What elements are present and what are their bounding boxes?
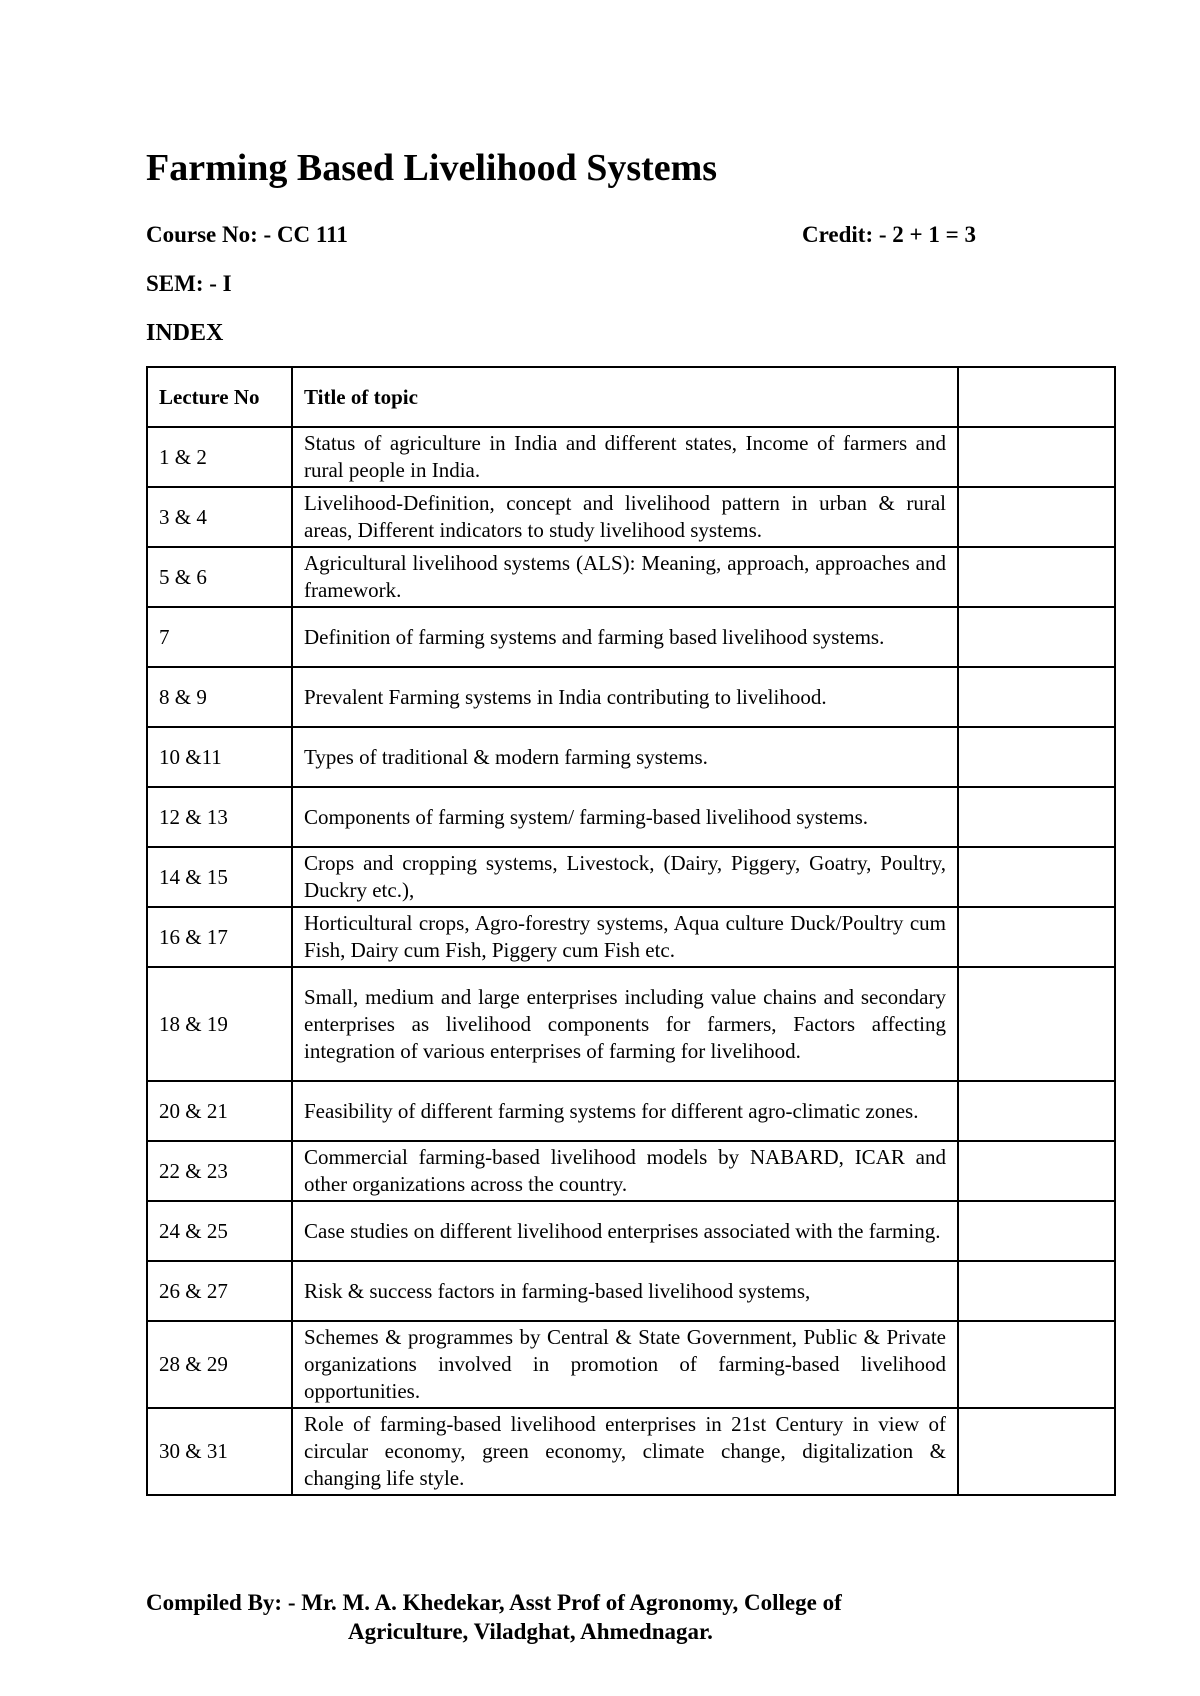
table-row (147, 847, 1115, 907)
table-row (147, 1141, 1115, 1201)
header-title-of-topic: Title of topic (292, 367, 958, 427)
topic-cell: Status of agriculture in India and different states, Income of farmers and rural people in India. (292, 427, 958, 487)
header-lecture-no: Lecture No (147, 367, 292, 427)
index-heading: INDEX (146, 320, 224, 346)
course-number: Course No: - CC 111 (146, 222, 348, 247)
topic-cell: Small, medium and large enterprises including value chains and secondary enterprises as livelihood components for farmers, Factors affecting integration of various enterprises of farming for livelihood. (292, 967, 958, 1081)
table-row (147, 607, 1115, 667)
lecture-no-cell: 28 & 29 (147, 1321, 292, 1408)
topic-cell: Risk & success factors in farming-based livelihood systems, (292, 1261, 958, 1321)
lecture-no-cell: 5 & 6 (147, 547, 292, 607)
blank-cell (958, 847, 1115, 907)
compiled-by-line-1: Compiled By: - Mr. M. A. Khedekar, Asst Prof of Agronomy, College of (146, 1590, 842, 1615)
blank-cell (958, 1261, 1115, 1321)
blank-cell (958, 427, 1115, 487)
table-row (147, 1081, 1115, 1141)
table-row (147, 1408, 1115, 1495)
topic-cell: Case studies on different livelihood enterprises associated with the farming. (292, 1201, 958, 1261)
table-row (147, 547, 1115, 607)
topic-cell: Livelihood-Definition, concept and livelihood pattern in urban & rural areas, Different indicators to study livelihood systems. (292, 487, 958, 547)
lecture-no-cell: 3 & 4 (147, 487, 292, 547)
topic-cell: Types of traditional & modern farming systems. (292, 727, 958, 787)
blank-cell (958, 607, 1115, 667)
lecture-no-cell: 16 & 17 (147, 907, 292, 967)
index-table (146, 366, 1116, 1496)
lecture-no-cell: 10 &11 (147, 727, 292, 787)
lecture-no-cell: 1 & 2 (147, 427, 292, 487)
topic-cell: Definition of farming systems and farming based livelihood systems. (292, 607, 958, 667)
lecture-no-cell: 14 & 15 (147, 847, 292, 907)
table-row (147, 967, 1115, 1081)
topic-cell: Components of farming system/ farming-based livelihood systems. (292, 787, 958, 847)
lecture-no-cell: 8 & 9 (147, 667, 292, 727)
blank-cell (958, 1081, 1115, 1141)
lecture-no-cell: 18 & 19 (147, 967, 292, 1081)
blank-cell (958, 967, 1115, 1081)
table-row (147, 907, 1115, 967)
blank-cell (958, 907, 1115, 967)
lecture-no-cell: 24 & 25 (147, 1201, 292, 1261)
blank-cell (958, 787, 1115, 847)
header-empty (958, 367, 1115, 427)
compiled-by-line-2: Agriculture, Viladghat, Ahmednagar. (348, 1619, 713, 1644)
table-row (147, 487, 1115, 547)
table-header-row (147, 367, 1115, 427)
topic-cell: Schemes & programmes by Central & State Government, Public & Private organizations involved in promotion of farming-based livelihood opportunities. (292, 1321, 958, 1408)
lecture-no-cell: 26 & 27 (147, 1261, 292, 1321)
blank-cell (958, 547, 1115, 607)
blank-cell (958, 727, 1115, 787)
blank-cell (958, 487, 1115, 547)
lecture-no-cell: 22 & 23 (147, 1141, 292, 1201)
topic-cell: Agricultural livelihood systems (ALS): Meaning, approach, approaches and framework. (292, 547, 958, 607)
semester: SEM: - I (146, 271, 232, 296)
page-title: Farming Based Livelihood Systems (146, 147, 718, 189)
table-row (147, 427, 1115, 487)
blank-cell (958, 1321, 1115, 1408)
table-row (147, 667, 1115, 727)
table-row (147, 1321, 1115, 1408)
table-row (147, 727, 1115, 787)
topic-cell: Crops and cropping systems, Livestock, (Dairy, Piggery, Goatry, Poultry, Duckry etc.), (292, 847, 958, 907)
lecture-no-cell: 7 (147, 607, 292, 667)
table-row (147, 1201, 1115, 1261)
course-credit: Credit: - 2 + 1 = 3 (802, 222, 976, 247)
topic-cell: Role of farming-based livelihood enterprises in 21st Century in view of circular economy, green economy, climate change, digitalization & changing life style. (292, 1408, 958, 1495)
blank-cell (958, 1141, 1115, 1201)
blank-cell (958, 667, 1115, 727)
topic-cell: Feasibility of different farming systems for different agro-climatic zones. (292, 1081, 958, 1141)
topic-cell: Horticultural crops, Agro-forestry systems, Aqua culture Duck/Poultry cum Fish, Dairy cum Fish, Piggery cum Fish etc. (292, 907, 958, 967)
lecture-no-cell: 20 & 21 (147, 1081, 292, 1141)
table-row (147, 787, 1115, 847)
lecture-no-cell: 30 & 31 (147, 1408, 292, 1495)
table-row (147, 1261, 1115, 1321)
lecture-no-cell: 12 & 13 (147, 787, 292, 847)
compiled-by (146, 1588, 976, 1646)
topic-cell: Commercial farming-based livelihood models by NABARD, ICAR and other organizations across the country. (292, 1141, 958, 1201)
topic-cell: Prevalent Farming systems in India contributing to livelihood. (292, 667, 958, 727)
blank-cell (958, 1201, 1115, 1261)
blank-cell (958, 1408, 1115, 1495)
